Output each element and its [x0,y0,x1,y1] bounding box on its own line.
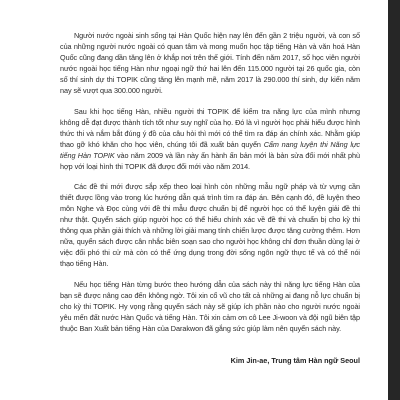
preface-body [60,30,360,343]
paragraph-2-text-b: vào năm 2009 và lần này ấn hành ấn bản mới là bản sửa đổi mới nhất phù hợp với loại hình thi TOPIK đã được đổi mới vào năm 2014. [60,150,360,171]
paragraph-1 [60,30,360,96]
author-signature: Kim Jin-ae, Trung tâm Hàn ngữ Seoul [230,356,360,365]
paragraph-1-text: Người nước ngoài sinh sống tại Hàn Quốc hiện nay lên đến gần 2 triệu người, và con số của những người nước ngoài có quan tâm và mong muốn học tập tiếng Hàn và văn hoá Hàn Quốc cũng đang dần tăng lên ở khắp nơi trên thế giới. Tính đến năm 2017, số học viên người nước ngoài học tiếng Hàn như ngoại ngữ thứ hai lên đến 115.000 người tại 26 quốc gia, còn số thí sinh dự thi TOPIK cũng tăng lên mạnh mẽ, năm 2017 là 290.000 thí sinh, dự kiến năm nay sẽ vượt qua 300.000 người. [60,31,360,95]
page-edge-shadow [388,0,400,400]
book-title-italic: Cẩm nang luyện thi Năng lực tiếng Hàn TOPIK [60,139,361,160]
paragraph-2 [60,106,360,172]
paragraph-3 [60,181,360,269]
paragraph-4 [60,279,360,334]
paragraph-4-text: Nếu học tiếng Hàn từng bước theo hướng dẫn của sách này thì năng lực tiếng Hàn của bạn sẽ được nâng cao đến không ngờ. Tôi xin cổ vũ cho tất cả những ai đang nỗ lực chuẩn bị cho kỳ thi TOPIK. Hy vọng rằng quyển sách này sẽ giúp ích phần nào cho người nước ngoài yêu mến đất nước Hàn Quốc và tiếng Hàn. Tôi xin cảm ơn cô Lee Ji-woon và đội ngũ biên tập thuộc Ban Xuất bản tiếng Hàn của Darakwon đã gắng sức giúp làm nên quyển sách này. [60,279,360,333]
paragraph-3-text: Các đề thi mới được sắp xếp theo loại hình còn những mẫu ngữ pháp và từ vựng cần thiết được lồng vào trong lúc hướng dẫn quá trình tìm ra đáp án. Bên cạnh đó, đề luyện theo môn Nghe và Đọc cùng với đề thi mẫu được chuẩn bị để người học có thể luyện giải đề thi như thật. Quyển sách giúp người học có thể hiểu chính xác về đề thi và chuẩn bị cho kỳ thi thông qua phần giải thích và những lời giải mang tính chiến lược được tăng cường thêm. Hơn nữa, quyển sách được cân nhắc biên soạn sao cho người học không chỉ đơn thuần dùng lại ở việc đối phó thi cử mà còn có thể ứng dụng trong đời sống ngôn ngữ thực tế và có thể nói thạo tiếng Hàn. [60,182,360,268]
paragraph-2-text-a: Sau khi học tiếng Hàn, nhiều người thi TOPIK để kiểm tra năng lực của mình nhưng không dễ đạt được thành tích tốt như suy nghĩ của họ. Đó là vì người học phải hiểu được hình thức thi và nắm bắt đúng ý đồ của câu hỏi thì mới có thể tìm ra đáp án chính xác. Nhằm giúp thao gỡ khó khăn cho học viên, chúng tôi đã xuất bản quyển [60,106,360,149]
